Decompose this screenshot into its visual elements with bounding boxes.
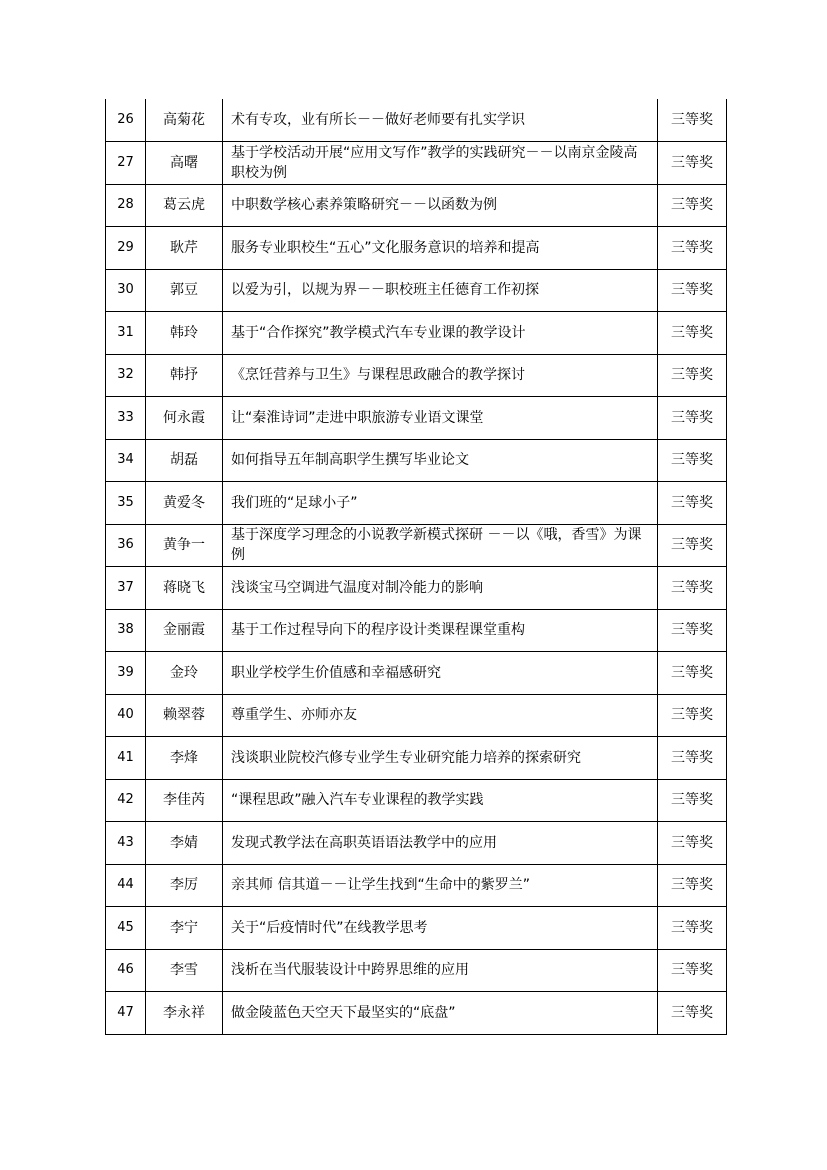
table-row (106, 822, 727, 865)
award-level-cell (658, 439, 727, 482)
award-level: 三等奖 (671, 962, 713, 979)
award-level-cell (658, 142, 727, 185)
row-number: 38 (117, 622, 134, 638)
paper-title-cell (223, 99, 658, 142)
row-number: 27 (117, 154, 134, 170)
row-number-cell (106, 482, 146, 525)
award-level-cell (658, 992, 727, 1035)
paper-title-cell (223, 524, 658, 567)
paper-title-cell (223, 737, 658, 780)
paper-title: 关于“后疫情时代”在线教学思考 (231, 919, 428, 936)
award-level: 三等奖 (671, 707, 713, 724)
row-number-cell (106, 694, 146, 737)
author-name: 蒋晓飞 (163, 579, 205, 596)
row-number: 39 (117, 664, 134, 680)
author-name-cell (146, 142, 223, 185)
award-level: 三等奖 (671, 452, 713, 469)
table-row (106, 312, 727, 355)
row-number: 26 (117, 112, 134, 127)
award-level: 三等奖 (671, 494, 713, 511)
award-level-cell (658, 482, 727, 525)
row-number: 37 (117, 579, 134, 595)
award-level-cell (658, 524, 727, 567)
award-level: 三等奖 (671, 197, 713, 214)
award-level-cell (658, 907, 727, 950)
row-number-cell (106, 269, 146, 312)
award-level: 三等奖 (671, 367, 713, 384)
table-row (106, 142, 727, 185)
row-number: 40 (117, 707, 134, 723)
row-number-cell (106, 439, 146, 482)
author-name-cell (146, 99, 223, 142)
author-name-cell (146, 737, 223, 780)
table-row (106, 397, 727, 440)
paper-title-cell (223, 907, 658, 950)
award-level: 三等奖 (671, 579, 713, 596)
table-row (106, 949, 727, 992)
paper-title-cell (223, 354, 658, 397)
row-number-cell (106, 354, 146, 397)
award-level-cell (658, 779, 727, 822)
row-number-cell (106, 397, 146, 440)
award-list-table (105, 99, 727, 1035)
award-level: 三等奖 (671, 537, 713, 554)
author-name-cell (146, 354, 223, 397)
row-number: 31 (117, 324, 134, 340)
author-name: 胡磊 (170, 452, 198, 469)
row-number-cell (106, 992, 146, 1035)
author-name: 李厉 (170, 877, 198, 894)
author-name: 韩玲 (170, 324, 198, 341)
paper-title-cell (223, 609, 658, 652)
award-level-cell (658, 567, 727, 610)
award-level-cell (658, 864, 727, 907)
author-name: 李烽 (170, 749, 198, 766)
row-number-cell (106, 779, 146, 822)
award-level: 三等奖 (671, 664, 713, 681)
author-name-cell (146, 184, 223, 227)
row-number-cell (106, 737, 146, 780)
author-name-cell (146, 864, 223, 907)
author-name: 李永祥 (163, 1004, 205, 1021)
award-level-cell (658, 949, 727, 992)
paper-title-cell (223, 269, 658, 312)
author-name-cell (146, 482, 223, 525)
award-level-cell (658, 312, 727, 355)
author-name: 高菊花 (163, 112, 205, 128)
table-row (106, 184, 727, 227)
award-level-cell (658, 184, 727, 227)
author-name-cell (146, 779, 223, 822)
award-level: 三等奖 (671, 239, 713, 256)
paper-title: 浅谈职业院校汽修专业学生专业研究能力培养的探索研究 (231, 749, 581, 766)
paper-title-cell (223, 949, 658, 992)
row-number-cell (106, 567, 146, 610)
paper-title: 亲其师 信其道－－让学生找到“生命中的紫罗兰” (231, 877, 530, 894)
table-row (106, 269, 727, 312)
row-number: 32 (117, 367, 134, 383)
paper-title-cell (223, 567, 658, 610)
award-level: 三等奖 (671, 749, 713, 766)
row-number: 41 (117, 749, 134, 765)
author-name-cell (146, 652, 223, 695)
author-name-cell (146, 694, 223, 737)
table-row (106, 99, 727, 142)
author-name: 韩抒 (170, 367, 198, 384)
paper-title: 尊重学生、亦师亦友 (231, 707, 357, 724)
award-level-cell (658, 227, 727, 270)
table-row (106, 694, 727, 737)
author-name-cell (146, 312, 223, 355)
paper-title-cell (223, 822, 658, 865)
author-name-cell (146, 397, 223, 440)
paper-title: 中职数学核心素养策略研究－－以函数为例 (231, 197, 497, 214)
award-level: 三等奖 (671, 622, 713, 639)
paper-title-cell (223, 779, 658, 822)
award-level-cell (658, 737, 727, 780)
author-name: 李雪 (170, 962, 198, 979)
author-name: 郭豆 (170, 282, 198, 299)
row-number-cell (106, 524, 146, 567)
row-number: 35 (117, 494, 134, 510)
award-level: 三等奖 (671, 919, 713, 936)
award-level: 三等奖 (671, 282, 713, 299)
paper-title: 我们班的“足球小子” (231, 494, 358, 511)
table-row (106, 609, 727, 652)
row-number-cell (106, 609, 146, 652)
author-name-cell (146, 949, 223, 992)
author-name-cell (146, 269, 223, 312)
author-name: 李宁 (170, 919, 198, 936)
author-name-cell (146, 992, 223, 1035)
row-number: 47 (117, 1004, 134, 1020)
table-row (106, 737, 727, 780)
row-number: 30 (117, 282, 134, 298)
author-name-cell (146, 567, 223, 610)
paper-title-cell (223, 694, 658, 737)
row-number: 45 (117, 919, 134, 935)
author-name: 黄爱冬 (163, 494, 205, 511)
author-name: 金玲 (170, 664, 198, 681)
award-level: 三等奖 (671, 324, 713, 341)
paper-title-cell (223, 439, 658, 482)
author-name-cell (146, 524, 223, 567)
award-level: 三等奖 (671, 877, 713, 894)
author-name-cell (146, 609, 223, 652)
row-number: 44 (117, 877, 134, 893)
paper-title: 基于工作过程导向下的程序设计类课程课堂重构 (231, 622, 525, 639)
award-level-cell (658, 652, 727, 695)
author-name-cell (146, 227, 223, 270)
paper-title: 基于深度学习理念的小说教学新模式探研 －－以《哦，香雪》为课例 (231, 527, 642, 564)
paper-title-cell (223, 992, 658, 1035)
paper-title: 以爱为引，以规为界－－职校班主任德育工作初探 (231, 282, 539, 299)
award-level: 三等奖 (671, 834, 713, 851)
paper-title-cell (223, 227, 658, 270)
paper-title: 术有专攻，业有所长－－做好老师要有扎实学识 (231, 112, 525, 128)
row-number-cell (106, 142, 146, 185)
author-name: 葛云虎 (163, 197, 205, 214)
table-row (106, 864, 727, 907)
paper-title: 基于“合作探究”教学模式汽车专业课的教学设计 (231, 324, 526, 341)
award-level: 三等奖 (671, 409, 713, 426)
row-number-cell (106, 907, 146, 950)
paper-title: 职业学校学生价值感和幸福感研究 (231, 664, 441, 681)
paper-title-cell (223, 142, 658, 185)
paper-title: 浅谈宝马空调进气温度对制冷能力的影响 (231, 579, 483, 596)
table-row (106, 567, 727, 610)
table-row (106, 992, 727, 1035)
row-number: 43 (117, 834, 134, 850)
row-number: 36 (117, 537, 134, 553)
table-row (106, 354, 727, 397)
row-number-cell (106, 312, 146, 355)
row-number: 46 (117, 962, 134, 978)
paper-title: 基于学校活动开展“应用文写作”教学的实践研究－－以南京金陵高职校为例 (231, 144, 638, 181)
award-level-cell (658, 609, 727, 652)
row-number: 28 (117, 197, 134, 213)
paper-title: 《烹饪营养与卫生》与课程思政融合的教学探讨 (231, 367, 525, 384)
author-name: 金丽霞 (163, 622, 205, 639)
paper-title-cell (223, 864, 658, 907)
row-number-cell (106, 652, 146, 695)
row-number-cell (106, 184, 146, 227)
paper-title: 发现式教学法在高职英语语法教学中的应用 (231, 834, 497, 851)
award-level: 三等奖 (671, 1004, 713, 1021)
paper-title: 浅析在当代服装设计中跨界思维的应用 (231, 962, 469, 979)
paper-title: “课程思政”融入汽车专业课程的教学实践 (231, 792, 484, 809)
author-name-cell (146, 822, 223, 865)
award-level-cell (658, 354, 727, 397)
row-number-cell (106, 822, 146, 865)
award-level-cell (658, 822, 727, 865)
paper-title: 服务专业职校生“五心”文化服务意识的培养和提高 (231, 239, 540, 256)
row-number-cell (106, 864, 146, 907)
table-row (106, 907, 727, 950)
paper-title-cell (223, 312, 658, 355)
award-table-body (106, 99, 727, 1034)
table-row (106, 227, 727, 270)
award-level-cell (658, 694, 727, 737)
row-number-cell (106, 99, 146, 142)
author-name: 赖翠蓉 (163, 707, 205, 724)
award-level-cell (658, 269, 727, 312)
award-level: 三等奖 (671, 112, 713, 128)
row-number: 42 (117, 792, 134, 808)
row-number: 34 (117, 452, 134, 468)
row-number: 33 (117, 409, 134, 425)
author-name: 李婧 (170, 834, 198, 851)
paper-title-cell (223, 397, 658, 440)
table-row (106, 439, 727, 482)
table-row (106, 524, 727, 567)
table-row (106, 652, 727, 695)
author-name: 耿芹 (170, 239, 198, 256)
award-level-cell (658, 397, 727, 440)
row-number-cell (106, 227, 146, 270)
author-name: 黄争一 (163, 537, 205, 554)
award-level: 三等奖 (671, 154, 713, 171)
award-level: 三等奖 (671, 792, 713, 809)
author-name-cell (146, 439, 223, 482)
paper-title-cell (223, 482, 658, 525)
author-name-cell (146, 907, 223, 950)
paper-title-cell (223, 652, 658, 695)
row-number: 29 (117, 239, 134, 255)
table-row (106, 779, 727, 822)
paper-title-cell (223, 184, 658, 227)
award-level-cell (658, 99, 727, 142)
author-name: 李佳芮 (163, 792, 205, 809)
paper-title: 让“秦淮诗词”走进中职旅游专业语文课堂 (231, 409, 484, 426)
table-row (106, 482, 727, 525)
paper-title: 做金陵蓝色天空天下最坚实的“底盘” (231, 1004, 456, 1021)
author-name: 高曙 (170, 154, 198, 171)
author-name: 何永霞 (163, 409, 205, 426)
paper-title: 如何指导五年制高职学生撰写毕业论文 (231, 452, 469, 469)
row-number-cell (106, 949, 146, 992)
